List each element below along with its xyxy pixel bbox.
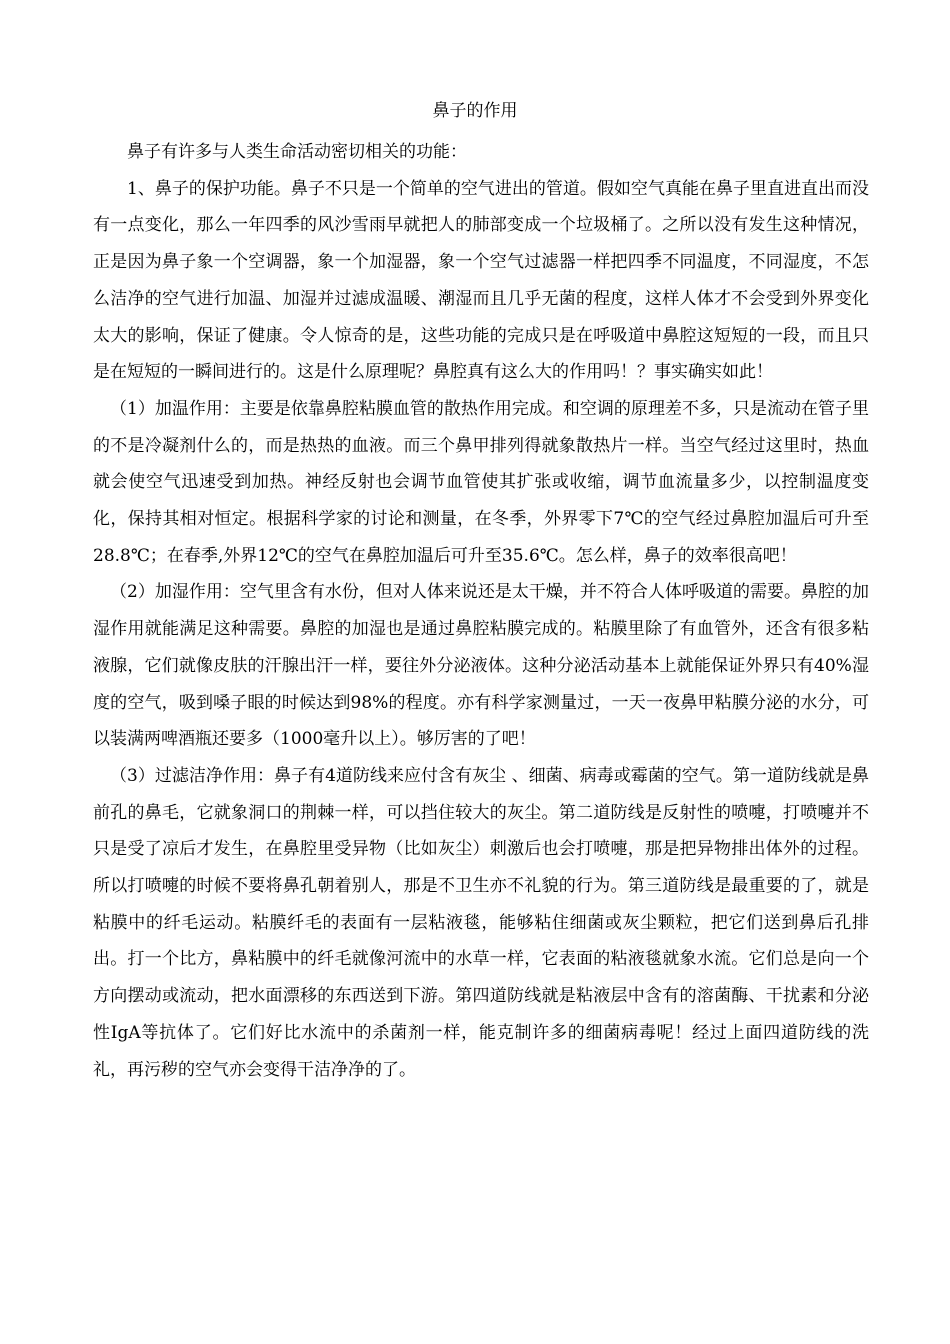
paragraph-humidifying: （2）加湿作用：空气里含有水份，但对人体来说还是太干燥，并不符合人体呼吸道的需要。鼻腔的加湿作用就能满足这种需要。鼻腔的加湿也是通过鼻腔粘膜完成的。粘膜里除了有血管外，还含有很多粘液腺，它们就像皮肤的汗腺出汗一样，要往外分泌液体。这种分泌活动基本上就能保证外界只有40%湿度的空气，吸到嗓子眼的时候达到98%的程度。亦有科学家测量过，一天一夜鼻甲粘膜分泌的水分，可以装满两啤酒瓶还要多（1000毫升以上）。够厉害的了吧！ — [93, 582, 869, 750]
paragraph-warming: （1）加温作用：主要是依靠鼻腔粘膜血管的散热作用完成。和空调的原理差不多，只是流动在管子里的不是冷凝剂什么的，而是热热的血液。而三个鼻甲排列得就象散热片一样。当空气经过这里时，热血就会使空气迅速受到加热。神经反射也会调节血管使其扩张或收缩，调节血流量多少，以控制温度变化，保持其相对恒定。根据科学家的讨论和测量，在冬季，外界零下7℃的空气经过鼻腔加温后可升至28.8℃；在春季,外界12℃的空气在鼻腔加温后可升至35.6℃。怎么样，鼻子的效率很高吧！ — [93, 398, 869, 566]
paragraph-filtering: （3）过滤洁净作用：鼻子有4道防线来应付含有灰尘 、细菌、病毒或霉菌的空气。第一道防线就是鼻前孔的鼻毛，它就象洞口的荆棘一样，可以挡住较大的灰尘。第二道防线是反射性的喷嚏，打喷嚏并不只是受了凉后才发生，在鼻腔里受异物（比如灰尘）刺激后也会打喷嚏，那是把异物排出体外的过程。所以打喷嚏的时候不要将鼻孔朝着别人，那是不卫生亦不礼貌的行为。第三道防线是最重要的了，就是粘膜中的纤毛运动。粘膜纤毛的表面有一层粘液毯，能够粘住细菌或灰尘颗粒，把它们送到鼻后孔排出。打一个比方，鼻粘膜中的纤毛就像河流中的水草一样，它表面的粘液毯就象水流。它们总是向一个方向摆动或流动，把水面漂移的东西送到下游。第四道防线就是粘液层中含有的溶菌酶、干扰素和分泌性IgA等抗体了。它们好比水流中的杀菌剂一样，能克制许多的细菌病毒呢！经过上面四道防线的洗礼，再污秽的空气亦会变得干洁净净的了。 — [93, 765, 869, 1080]
intro-paragraph: 鼻子有许多与人类生命活动密切相关的功能： — [127, 142, 467, 162]
document-body — [93, 134, 869, 1088]
paragraph-protection: 1、鼻子的保护功能。鼻子不只是一个简单的空气进出的管道。假如空气真能在鼻子里直进直出而没有一点变化，那么一年四季的风沙雪雨早就把人的肺部变成一个垃圾桶了。之所以没有发生这种情况，正是因为鼻子象一个空调器，象一个加湿器，象一个空气过滤器一样把四季不同温度，不同湿度，不怎么洁净的空气进行加温、加湿并过滤成温暖、潮湿而且几乎无菌的程度，这样人体才不会受到外界变化太大的影响，保证了健康。令人惊奇的是，这些功能的完成只是在呼吸道中鼻腔这短短的一段，而且只是在短短的一瞬间进行的。这是什么原理呢？鼻腔真有这么大的作用吗！？事实确实如此！ — [93, 178, 869, 383]
page-title: 鼻子的作用 — [432, 101, 518, 121]
